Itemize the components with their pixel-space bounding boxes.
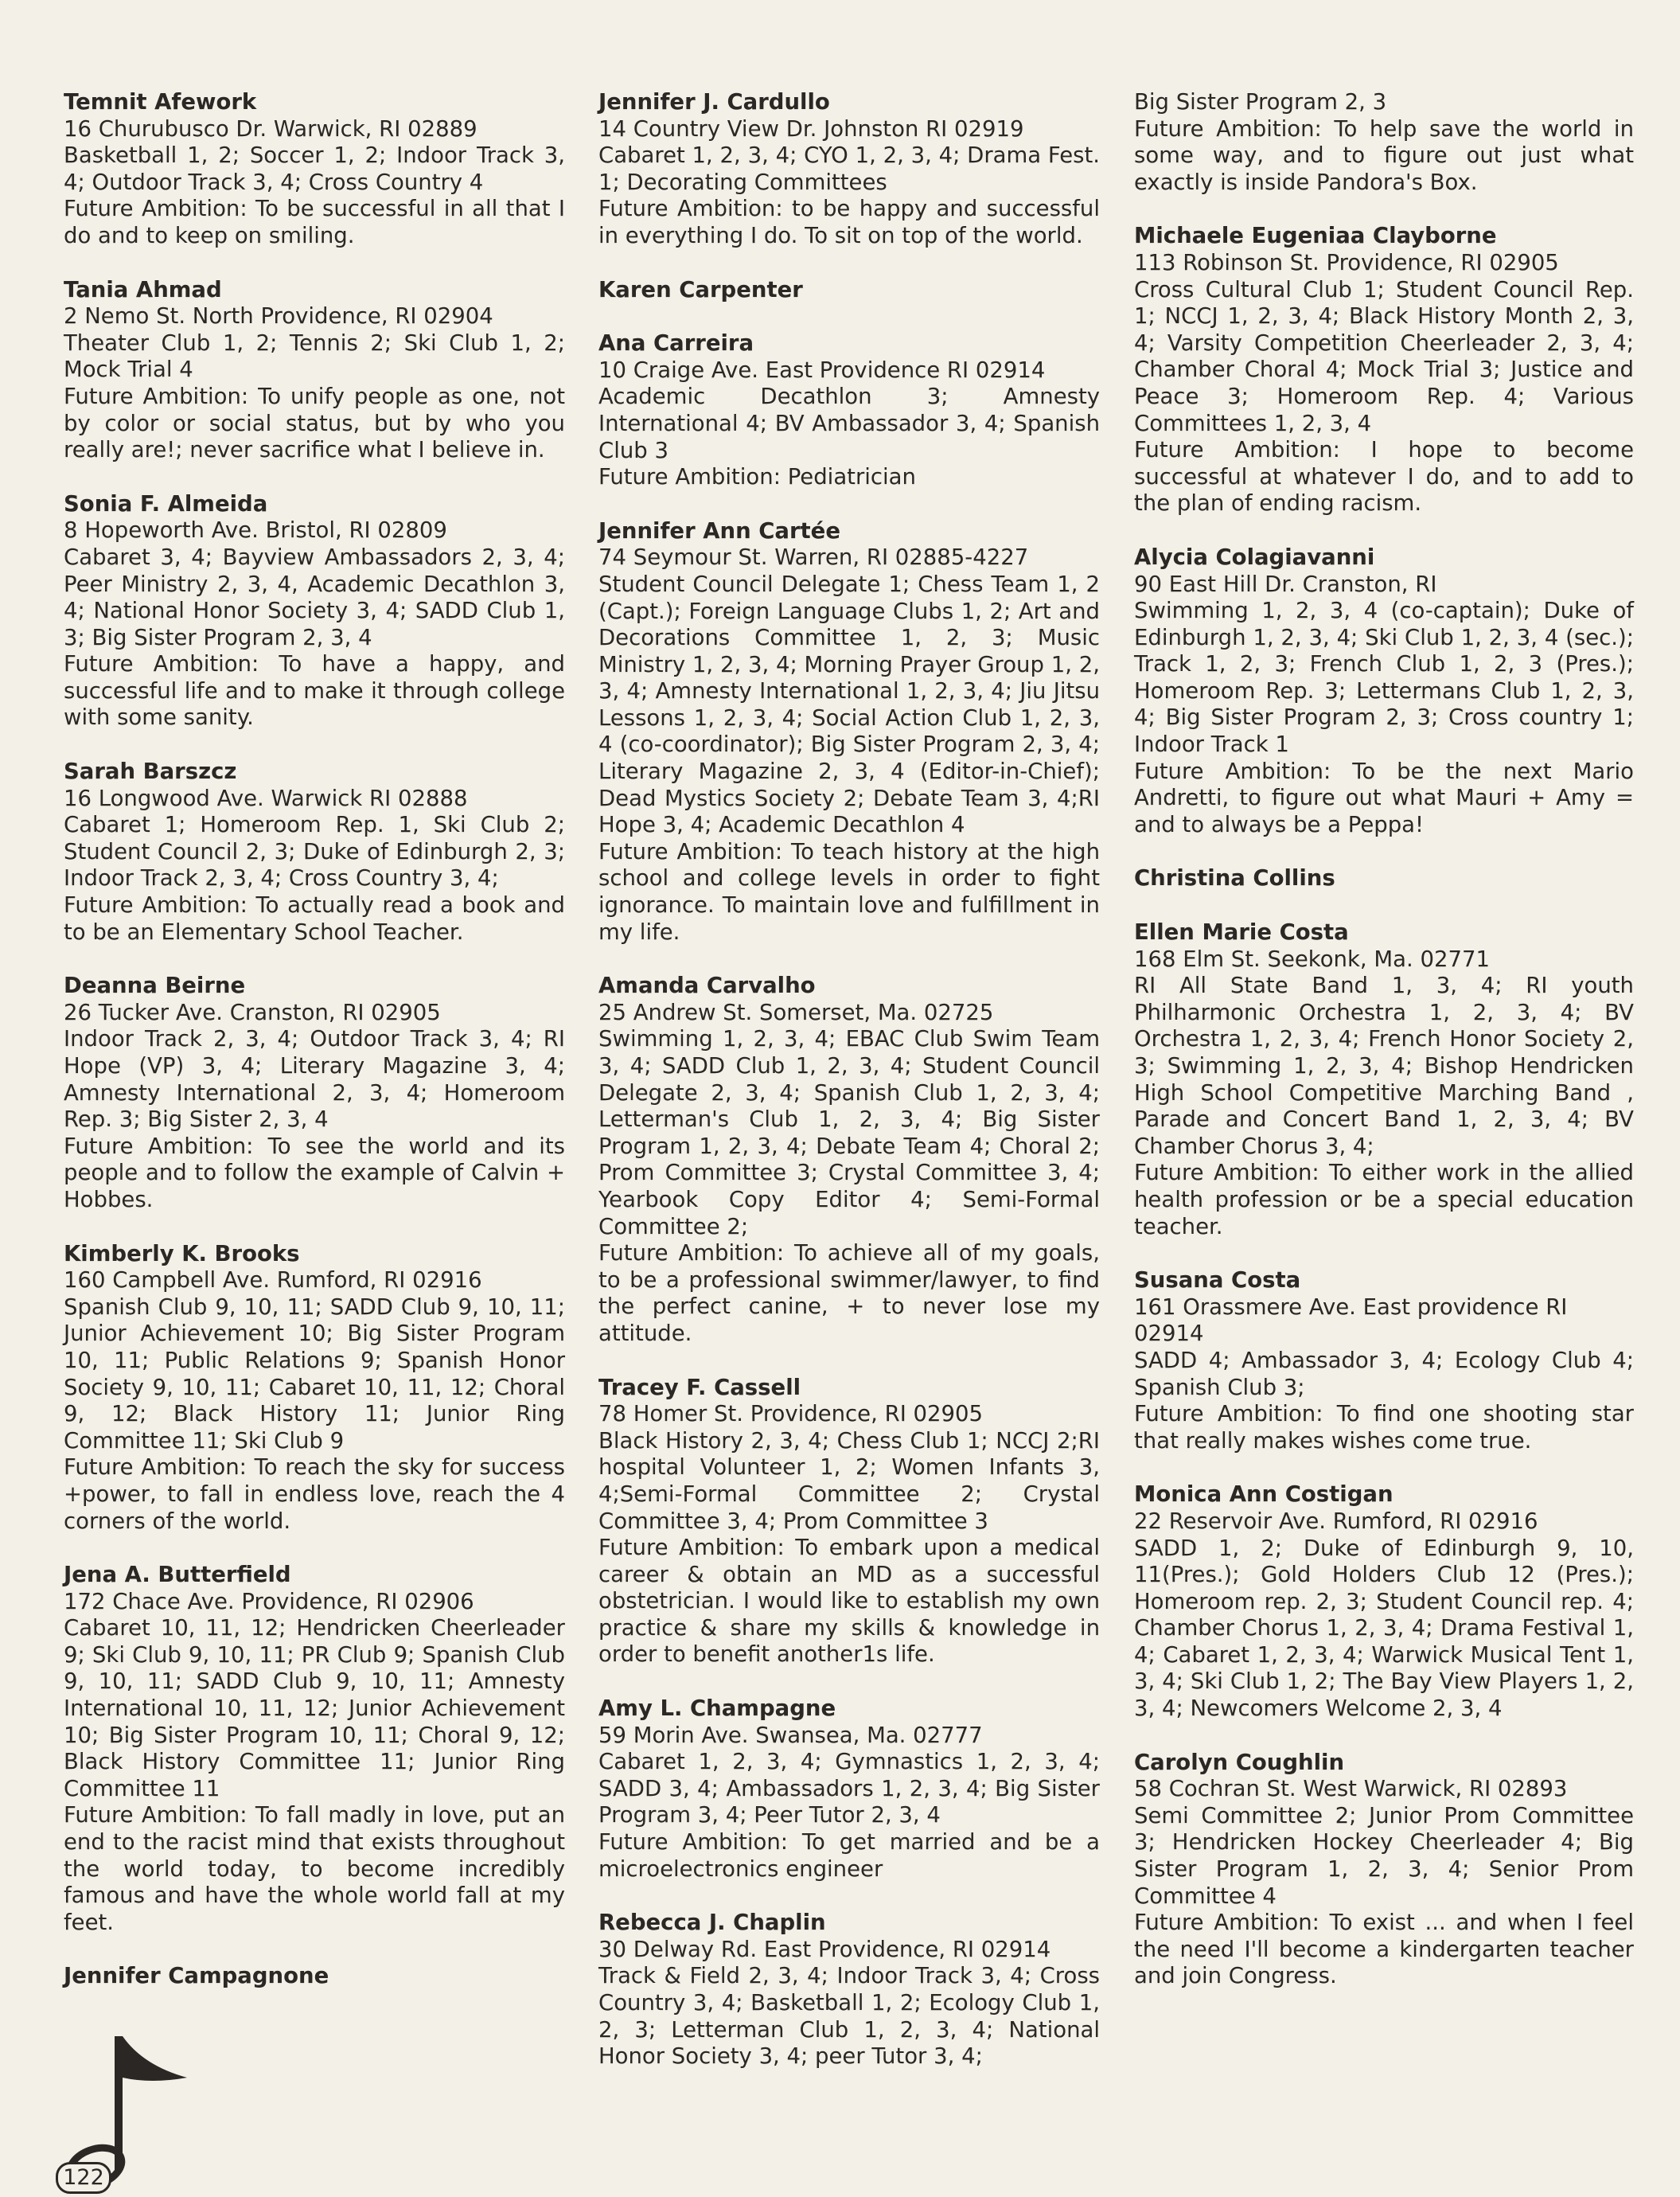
entry-name: Carolyn Coughlin: [1134, 1749, 1345, 1775]
column-left: [64, 89, 565, 2017]
entry-name: Amanda Carvalho: [598, 973, 816, 999]
entry-address: 161 Orassmere Ave. East providence RI 02914: [1134, 1294, 1568, 1347]
entry-address: 74 Seymour St. Warren, RI 02885-4227: [598, 544, 1029, 571]
entry-name: Alycia Colagiavanni: [1134, 544, 1375, 570]
entry-activities: RI All State Band 1, 3, 4; RI youth Philharmonic Orchestra 1, 2, 3, 4; BV Orchestra 1, 2, 3, 4; French Honor Society 2, 3; Swimming 1, 2, 3, 4; Bishop Hendricken High School Competitive Marching Band , Parade and Concert Band 1, 2, 3, 4; BV Chamber Chorus 3, 4;: [1134, 973, 1634, 1159]
entry-ambition: Future Ambition: To fall madly in love, put an end to the racist mind that exists throughout the world today, to become incredibly famous and have the whole world fall at my feet.: [64, 1802, 565, 1935]
entry-activities: Swimming 1, 2, 3, 4 (co-captain); Duke of Edinburgh 1, 2, 3, 4; Ski Club 1, 2, 3, 4 (sec.); Track 1, 2, 3; French Club 1, 2, 3 (Pres.); Homeroom Rep. 3; Lettermans Club 1, 2, 3, 4; Big Sister Program 2, 3; Cross country 1; Indoor Track 1: [1134, 598, 1634, 758]
entry-activities: Academic Decathlon 3; Amnesty International 4; BV Ambassador 3, 4; Spanish Club 3: [598, 384, 1100, 463]
page-footer: [48, 2022, 207, 2189]
senior-entry: [1134, 89, 1634, 196]
entry-ambition: Future Ambition: To embark upon a medical career & obtain an MD as a successful obstetrician. I would like to establish my own practice & share my skills & knowledge in order to benefit another1s life.: [598, 1535, 1100, 1668]
senior-entry: [598, 973, 1100, 1347]
entry-address: 10 Craige Ave. East Providence RI 02914: [598, 357, 1046, 383]
page-number: 122: [56, 2162, 111, 2194]
entry-name: Tracey F. Cassell: [598, 1374, 801, 1400]
entry-address: 113 Robinson St. Providence, RI 02905: [1134, 249, 1559, 275]
entry-ambition: Future Ambition: Pediatrician: [598, 464, 916, 490]
senior-entry: [598, 89, 1100, 250]
entry-name: Jennifer Ann Cartée: [598, 517, 840, 544]
entry-name: Ana Carreira: [598, 330, 754, 357]
entry-ambition: Future Ambition: To achieve all of my goals, to be a professional swimmer/lawyer, to find the perfect canine, + to never lose my attitude.: [598, 1240, 1100, 1346]
entry-address: 16 Longwood Ave. Warwick RI 02888: [64, 785, 468, 811]
column-middle: [598, 89, 1100, 2097]
senior-entry: [64, 1562, 565, 1936]
entry-ambition: Future Ambition: To be the next Mario Andretti, to figure out what Mauri + Amy = and to always be a Peppa!: [1134, 758, 1634, 837]
column-right: [1134, 89, 1634, 2017]
entry-activities: Semi Committee 2; Junior Prom Committee 3; Hendricken Hockey Cheerleader 4; Big Sister Program 1, 2, 3, 4; Senior Prom Committee 4: [1134, 1802, 1634, 1909]
entry-name: Jennifer Campagnone: [64, 1963, 329, 1989]
entry-ambition: Future Ambition: To be successful in all that I do and to keep on smiling.: [64, 196, 565, 248]
senior-entry: [64, 89, 565, 250]
entry-activities: Swimming 1, 2, 3, 4; EBAC Club Swim Team 3, 4; SADD Club 1, 2, 3, 4; Student Council Delegate 2, 3, 4; Spanish Club 1, 2, 3, 4; Letterman's Club 1, 2, 3, 4; Big Sister Program 1, 2, 3, 4; Debate Team 4; Choral 2; Prom Committee 3; Crystal Committee 3, 4; Yearbook Copy Editor 4; Semi-Formal Committee 2;: [598, 1026, 1100, 1239]
senior-entry: [1134, 865, 1634, 892]
entry-ambition: Future Ambition: To see the world and its people and to follow the example of Calvin + Hobbes.: [64, 1133, 565, 1212]
entry-address: 168 Elm St. Seekonk, Ma. 02771: [1134, 946, 1490, 972]
entry-ambition: Future Ambition: To either work in the allied health profession or be a special education teacher.: [1134, 1160, 1634, 1239]
entry-name: Jena A. Butterfield: [64, 1562, 291, 1588]
senior-entry: [1134, 919, 1634, 1240]
entry-address: 30 Delway Rd. East Providence, RI 02914: [598, 1936, 1051, 1962]
senior-entry: [598, 1696, 1100, 1883]
entry-name: Karen Carpenter: [598, 276, 803, 302]
senior-entry: [598, 518, 1100, 946]
entry-name: Jennifer J. Cardullo: [598, 89, 830, 115]
senior-entry: [1134, 1750, 1634, 1990]
entry-address: 2 Nemo St. North Providence, RI 02904: [64, 303, 493, 330]
entry-name: Rebecca J. Chaplin: [598, 1910, 826, 1936]
entry-name: Amy L. Champagne: [598, 1696, 836, 1722]
entry-ambition: Future Ambition: To exist ... and when I feel the need I'll become a kindergarten teacher and join Congress.: [1134, 1910, 1634, 1989]
entry-address: 8 Hopeworth Ave. Bristol, RI 02809: [64, 517, 447, 544]
entry-address: 26 Tucker Ave. Cranston, RI 02905: [64, 999, 441, 1025]
entry-address: 160 Campbell Ave. Rumford, RI 02916: [64, 1267, 482, 1294]
entry-activities: Cabaret 1; Homeroom Rep. 1, Ski Club 2; Student Council 2, 3; Duke of Edinburgh 2, 3; Indoor Track 2, 3, 4; Cross Country 3, 4;: [64, 812, 565, 892]
senior-entry: [598, 330, 1100, 491]
entry-ambition: Future Ambition: To have a happy, and successful life and to make it through college with some sanity.: [64, 651, 565, 731]
entry-address: 25 Andrew St. Somerset, Ma. 02725: [598, 999, 994, 1025]
senior-entry: [64, 973, 565, 1213]
senior-entry: [598, 1910, 1100, 2070]
entry-address: 59 Morin Ave. Swansea, Ma. 02777: [598, 1722, 983, 1748]
entry-ambition: Future Ambition: to be happy and successful in everything I do. To sit on top of the world.: [598, 196, 1100, 248]
entry-activities: Spanish Club 9, 10, 11; SADD Club 9, 10, 11; Junior Achievement 10; Big Sister Program 10, 11; Public Relations 9; Spanish Honor Society 9, 10, 11; Cabaret 10, 11, 12; Choral 9, 12; Black History 11; Junior Ring Committee 11; Ski Club 9: [64, 1294, 565, 1454]
entry-ambition: Future Ambition: To actually read a book and to be an Elementary School Teacher.: [64, 892, 565, 945]
entry-activities: Cabaret 3, 4; Bayview Ambassadors 2, 3, 4; Peer Ministry 2, 3, 4, Academic Decathlon 3, 4; National Honor Society 3, 4; SADD Club 1, 3; Big Sister Program 2, 3, 4: [64, 544, 565, 650]
senior-entry: [64, 1963, 565, 1990]
entry-ambition: Future Ambition: To help save the world in some way, and to figure out just what exactly is inside Pandora's Box.: [1134, 115, 1634, 195]
entry-ambition: Future Ambition: To get married and be a microelectronics engineer: [598, 1829, 1100, 1882]
entry-ambition: Future Ambition: To unify people as one, not by color or social status, but by who you really are!; never sacrifice what I believe in.: [64, 383, 565, 463]
entry-address: 16 Churubusco Dr. Warwick, RI 02889: [64, 115, 477, 142]
senior-entry: [598, 1375, 1100, 1669]
entry-name: Deanna Beirne: [64, 973, 246, 999]
entry-address: 78 Homer St. Providence, RI 02905: [598, 1401, 984, 1427]
entry-name: Sarah Barszcz: [64, 759, 237, 785]
entry-activities: Indoor Track 2, 3, 4; Outdoor Track 3, 4; RI Hope (VP) 3, 4; Literary Magazine 3, 4; Amnesty International 2, 3, 4; Homeroom Rep. 3; Big Sister 2, 3, 4: [64, 1026, 565, 1133]
entry-address: 172 Chace Ave. Providence, RI 02906: [64, 1588, 474, 1614]
entry-activities: Basketball 1, 2; Soccer 1, 2; Indoor Track 3, 4; Outdoor Track 3, 4; Cross Country 4: [64, 142, 565, 195]
entry-ambition: Future Ambition: To teach history at the high school and college levels in order to fight ignorance. To maintain love and fulfillment in my life.: [598, 838, 1100, 945]
entry-activities: SADD 4; Ambassador 3, 4; Ecology Club 4; Spanish Club 3;: [1134, 1347, 1634, 1400]
entry-name: Susana Costa: [1134, 1267, 1301, 1294]
entry-name: Christina Collins: [1134, 865, 1335, 892]
entry-name: Sonia F. Almeida: [64, 490, 268, 517]
entry-activities: SADD 1, 2; Duke of Edinburgh 9, 10, 11(Pres.); Gold Holders Club 12 (Pres.); Homeroom rep. 2, 3; Student Council rep. 4; Chamber Chorus 1, 2, 3, 4; Drama Festival 1, 4; Cabaret 1, 2, 3, 4; Warwick Musical Tent 1, 3, 4; Ski Club 1, 2; The Bay View Players 1, 2, 3, 4; Newcomers Welcome 2, 3, 4: [1134, 1535, 1634, 1722]
senior-entry: [64, 1241, 565, 1536]
senior-entry: [598, 277, 1100, 304]
entry-address: 22 Reservoir Ave. Rumford, RI 02916: [1134, 1508, 1538, 1534]
senior-entry: [1134, 1267, 1634, 1454]
entry-ambition: Future Ambition: To find one shooting star that really makes wishes come true.: [1134, 1401, 1634, 1454]
entry-name: Ellen Marie Costa: [1134, 919, 1349, 946]
entry-activities: Cross Cultural Club 1; Student Council Rep. 1; NCCJ 1, 2, 3, 4; Black History Month 2, 3, 4; Varsity Competition Cheerleader 2, 3, 4; Chamber Choral 4; Mock Trial 3; Justice and Peace 3; Homeroom Rep. 4; Various Committees 1, 2, 3, 4: [1134, 276, 1634, 436]
senior-entry: [1134, 544, 1634, 839]
entry-activities: Cabaret 1, 2, 3, 4; CYO 1, 2, 3, 4; Drama Fest. 1; Decorating Committees: [598, 142, 1100, 195]
entry-name: Kimberly K. Brooks: [64, 1240, 300, 1266]
entry-name: Monica Ann Costigan: [1134, 1481, 1394, 1508]
senior-entry: [64, 759, 565, 946]
entry-activities: Big Sister Program 2, 3: [1134, 89, 1387, 115]
entry-address: 90 East Hill Dr. Cranston, RI: [1134, 571, 1437, 597]
senior-entry: [64, 491, 565, 732]
entry-name: Michaele Eugeniaa Clayborne: [1134, 223, 1497, 249]
entry-ambition: Future Ambition: To reach the sky for success +power, to fall in endless love, reach the 4 corners of the world.: [64, 1454, 565, 1534]
entry-address: 14 Country View Dr. Johnston RI 02919: [598, 115, 1024, 142]
entry-activities: Cabaret 1, 2, 3, 4; Gymnastics 1, 2, 3, 4; SADD 3, 4; Ambassadors 1, 2, 3, 4; Big Sister Program 3, 4; Peer Tutor 2, 3, 4: [598, 1749, 1100, 1828]
entry-ambition: Future Ambition: I hope to become successful at whatever I do, and to add to the plan of ending racism.: [1134, 437, 1634, 517]
entry-activities: Black History 2, 3, 4; Chess Club 1; NCCJ 2;RI hospital Volunteer 1, 2; Women Infants 3, 4;Semi-Formal Committee 2; Crystal Committee 3, 4; Prom Committee 3: [598, 1427, 1100, 1534]
entry-activities: Theater Club 1, 2; Tennis 2; Ski Club 1, 2; Mock Trial 4: [64, 330, 565, 383]
senior-entry: [1134, 223, 1634, 517]
entry-name: Temnit Afework: [64, 89, 257, 115]
senior-entry: [1134, 1481, 1634, 1722]
entry-activities: Cabaret 10, 11, 12; Hendricken Cheerleader 9; Ski Club 9, 10, 11; PR Club 9; Spanish Club 9, 10, 11; SADD Club 9, 10, 11; Amnesty International 10, 11, 12; Junior Achievement 10; Big Sister Program 10, 11; Choral 9, 12; Black History Committee 11; Junior Ring Committee 11: [64, 1615, 565, 1801]
entry-address: 58 Cochran St. West Warwick, RI 02893: [1134, 1776, 1568, 1802]
entry-name: Tania Ahmad: [64, 276, 222, 302]
entry-activities: Student Council Delegate 1; Chess Team 1, 2 (Capt.); Foreign Language Clubs 1, 2; Art and Decorations Committee 1, 2, 3; Music Ministry 1, 2, 3, 4; Morning Prayer Group 1, 2, 3, 4; Amnesty International 1, 2, 3, 4; Jiu Jitsu Lessons 1, 2, 3, 4; Social Action Club 1, 2, 3, 4 (co-coordinator); Big Sister Program 2, 3, 4; Literary Magazine 2, 3, 4 (Editor-in-Chief); Dead Mystics Society 2; Debate Team 3, 4;RI Hope 3, 4; Academic Decathlon 4: [598, 571, 1100, 838]
senior-entry: [64, 277, 565, 464]
entry-activities: Track & Field 2, 3, 4; Indoor Track 3, 4; Cross Country 3, 4; Basketball 1, 2; Ecology Club 1, 2, 3; Letterman Club 1, 2, 3, 4; National Honor Society 3, 4; peer Tutor 3, 4;: [598, 1963, 1100, 2070]
